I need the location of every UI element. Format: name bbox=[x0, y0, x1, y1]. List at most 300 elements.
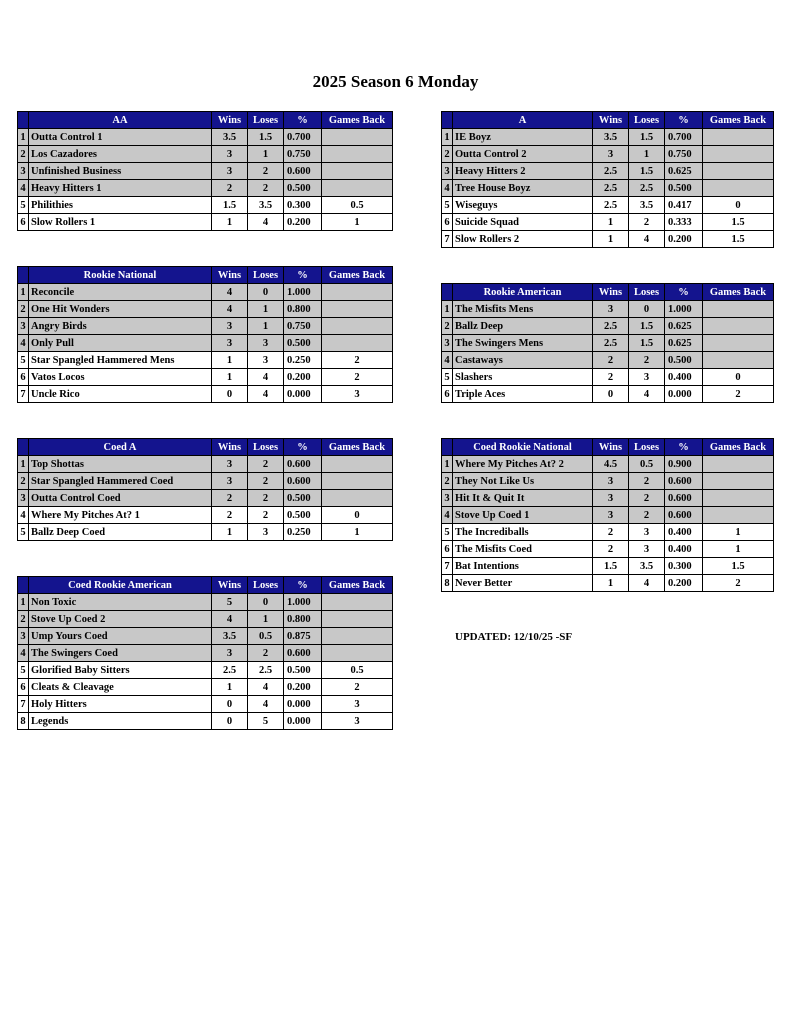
loses-cell: 2 bbox=[248, 456, 284, 473]
team-name: Triple Aces bbox=[453, 386, 593, 403]
loses-cell: 1 bbox=[248, 611, 284, 628]
updated-note: UPDATED: 12/10/25 -SF bbox=[455, 631, 573, 643]
loses-cell: 3 bbox=[629, 369, 665, 386]
team-name: Outta Control 1 bbox=[29, 129, 212, 146]
standings-table-coed-rookie-national bbox=[441, 438, 774, 592]
loses-cell: 2.5 bbox=[629, 180, 665, 197]
team-name: Slow Rollers 2 bbox=[453, 231, 593, 248]
wins-cell: 2 bbox=[593, 352, 629, 369]
loses-cell: 2 bbox=[629, 490, 665, 507]
games-back-cell bbox=[703, 129, 774, 146]
team-name: Tree House Boyz bbox=[453, 180, 593, 197]
wins-header: Wins bbox=[212, 577, 248, 594]
pct-cell: 0.200 bbox=[284, 679, 322, 696]
table-row bbox=[18, 180, 393, 197]
table-row bbox=[18, 594, 393, 611]
team-name: Where My Pitches At? 2 bbox=[453, 456, 593, 473]
rank-cell: 2 bbox=[18, 301, 29, 318]
rank-cell: 4 bbox=[442, 507, 453, 524]
games-back-cell: 1 bbox=[322, 214, 393, 231]
loses-cell: 2 bbox=[248, 163, 284, 180]
loses-cell: 5 bbox=[248, 713, 284, 730]
pct-cell: 0.500 bbox=[284, 507, 322, 524]
pct-cell: 0.250 bbox=[284, 352, 322, 369]
table-row bbox=[442, 180, 774, 197]
games-back-cell: 3 bbox=[322, 386, 393, 403]
wins-cell: 3.5 bbox=[593, 129, 629, 146]
wins-cell: 0 bbox=[212, 713, 248, 730]
games-back-cell bbox=[703, 507, 774, 524]
loses-cell: 4 bbox=[248, 214, 284, 231]
table-row bbox=[442, 335, 774, 352]
table-row bbox=[442, 214, 774, 231]
rank-cell: 7 bbox=[18, 696, 29, 713]
loses-cell: 4 bbox=[629, 231, 665, 248]
wins-cell: 3 bbox=[593, 146, 629, 163]
wins-cell: 2 bbox=[593, 524, 629, 541]
loses-cell: 3 bbox=[248, 335, 284, 352]
team-name: One Hit Wonders bbox=[29, 301, 212, 318]
wins-cell: 5 bbox=[212, 594, 248, 611]
loses-cell: 1.5 bbox=[629, 163, 665, 180]
loses-cell: 2 bbox=[248, 645, 284, 662]
rank-header bbox=[18, 112, 29, 129]
table-row bbox=[18, 146, 393, 163]
table-row bbox=[442, 490, 774, 507]
wins-cell: 3 bbox=[212, 318, 248, 335]
loses-cell: 1 bbox=[248, 301, 284, 318]
games-back-cell bbox=[703, 163, 774, 180]
loses-cell: 4 bbox=[248, 386, 284, 403]
loses-header: Loses bbox=[248, 439, 284, 456]
loses-cell: 3.5 bbox=[629, 558, 665, 575]
pct-cell: 0.500 bbox=[284, 180, 322, 197]
pct-cell: 0.200 bbox=[284, 214, 322, 231]
loses-cell: 3.5 bbox=[629, 197, 665, 214]
rank-cell: 6 bbox=[442, 541, 453, 558]
team-name: Outta Control Coed bbox=[29, 490, 212, 507]
table-row bbox=[18, 318, 393, 335]
pct-cell: 0.400 bbox=[665, 541, 703, 558]
loses-header: Loses bbox=[248, 112, 284, 129]
wins-cell: 1 bbox=[593, 575, 629, 592]
table-row bbox=[18, 713, 393, 730]
games-back-cell bbox=[322, 490, 393, 507]
rank-cell: 4 bbox=[18, 507, 29, 524]
rank-cell: 1 bbox=[442, 456, 453, 473]
loses-cell: 0.5 bbox=[629, 456, 665, 473]
table-row bbox=[442, 197, 774, 214]
games-back-header: Games Back bbox=[322, 439, 393, 456]
rank-cell: 3 bbox=[18, 628, 29, 645]
pct-cell: 0.600 bbox=[284, 456, 322, 473]
loses-cell: 2 bbox=[629, 473, 665, 490]
table-row bbox=[18, 662, 393, 679]
table-row bbox=[18, 129, 393, 146]
pct-cell: 0.625 bbox=[665, 335, 703, 352]
rank-cell: 6 bbox=[18, 679, 29, 696]
loses-cell: 4 bbox=[629, 575, 665, 592]
games-back-cell bbox=[322, 611, 393, 628]
pct-cell: 0.500 bbox=[284, 662, 322, 679]
loses-cell: 3 bbox=[629, 524, 665, 541]
table-row bbox=[18, 473, 393, 490]
games-back-cell: 2 bbox=[322, 352, 393, 369]
pct-cell: 0.875 bbox=[284, 628, 322, 645]
wins-cell: 1 bbox=[212, 214, 248, 231]
games-back-cell bbox=[322, 645, 393, 662]
team-name: Never Better bbox=[453, 575, 593, 592]
team-name: Unfinished Business bbox=[29, 163, 212, 180]
games-back-header: Games Back bbox=[703, 284, 774, 301]
loses-cell: 2.5 bbox=[248, 662, 284, 679]
loses-cell: 3 bbox=[248, 524, 284, 541]
team-name: Legends bbox=[29, 713, 212, 730]
games-back-cell bbox=[322, 456, 393, 473]
wins-cell: 0 bbox=[212, 386, 248, 403]
loses-cell: 3 bbox=[629, 541, 665, 558]
wins-cell: 3.5 bbox=[212, 129, 248, 146]
wins-cell: 1 bbox=[593, 214, 629, 231]
wins-cell: 1.5 bbox=[593, 558, 629, 575]
team-name: Only Pull bbox=[29, 335, 212, 352]
rank-header bbox=[18, 577, 29, 594]
rank-cell: 6 bbox=[18, 214, 29, 231]
team-name: Heavy Hitters 2 bbox=[453, 163, 593, 180]
wins-cell: 4 bbox=[212, 301, 248, 318]
loses-cell: 2 bbox=[248, 490, 284, 507]
pct-cell: 0.200 bbox=[665, 575, 703, 592]
pct-cell: 0.750 bbox=[284, 146, 322, 163]
pct-header: % bbox=[665, 284, 703, 301]
pct-cell: 0.900 bbox=[665, 456, 703, 473]
pct-header: % bbox=[665, 439, 703, 456]
wins-cell: 1 bbox=[212, 679, 248, 696]
wins-header: Wins bbox=[212, 267, 248, 284]
table-row bbox=[442, 352, 774, 369]
games-back-cell bbox=[703, 301, 774, 318]
wins-cell: 4 bbox=[212, 611, 248, 628]
pct-header: % bbox=[284, 267, 322, 284]
team-name: Cleats & Cleavage bbox=[29, 679, 212, 696]
standings-table-coed-rookie-american bbox=[17, 576, 393, 730]
pct-cell: 1.000 bbox=[284, 284, 322, 301]
loses-cell: 4 bbox=[248, 696, 284, 713]
table-row bbox=[18, 197, 393, 214]
loses-cell: 0 bbox=[629, 301, 665, 318]
games-back-cell: 2 bbox=[703, 386, 774, 403]
loses-header: Loses bbox=[248, 577, 284, 594]
rank-cell: 4 bbox=[18, 180, 29, 197]
games-back-cell bbox=[322, 180, 393, 197]
wins-cell: 2 bbox=[593, 369, 629, 386]
standings-table-rookie-national bbox=[17, 266, 393, 403]
rank-cell: 2 bbox=[442, 146, 453, 163]
pct-cell: 0.600 bbox=[665, 507, 703, 524]
division-name: A bbox=[453, 112, 593, 129]
table-row bbox=[18, 679, 393, 696]
wins-cell: 2.5 bbox=[593, 197, 629, 214]
wins-cell: 3 bbox=[212, 645, 248, 662]
rank-header bbox=[18, 439, 29, 456]
games-back-cell bbox=[322, 301, 393, 318]
wins-cell: 0 bbox=[593, 386, 629, 403]
loses-cell: 2 bbox=[248, 473, 284, 490]
team-name: The Swingers Mens bbox=[453, 335, 593, 352]
team-name: Outta Control 2 bbox=[453, 146, 593, 163]
pct-cell: 0.500 bbox=[665, 352, 703, 369]
wins-cell: 1 bbox=[212, 352, 248, 369]
games-back-cell: 2 bbox=[703, 575, 774, 592]
rank-cell: 5 bbox=[18, 197, 29, 214]
table-row bbox=[18, 696, 393, 713]
games-back-cell bbox=[703, 318, 774, 335]
pct-cell: 0.500 bbox=[665, 180, 703, 197]
wins-cell: 3 bbox=[212, 163, 248, 180]
pct-cell: 0.200 bbox=[665, 231, 703, 248]
rank-cell: 2 bbox=[18, 611, 29, 628]
team-name: Hit It & Quit It bbox=[453, 490, 593, 507]
rank-cell: 7 bbox=[18, 386, 29, 403]
table-row bbox=[18, 335, 393, 352]
games-back-cell: 3 bbox=[322, 713, 393, 730]
team-name: Angry Birds bbox=[29, 318, 212, 335]
rank-cell: 2 bbox=[18, 146, 29, 163]
team-name: Where My Pitches At? 1 bbox=[29, 507, 212, 524]
games-back-cell bbox=[322, 284, 393, 301]
pct-cell: 1.000 bbox=[665, 301, 703, 318]
team-name: Los Cazadores bbox=[29, 146, 212, 163]
table-row bbox=[442, 231, 774, 248]
rank-cell: 4 bbox=[442, 180, 453, 197]
pct-cell: 0.417 bbox=[665, 197, 703, 214]
page-title: 2025 Season 6 Monday bbox=[312, 72, 479, 91]
loses-cell: 1 bbox=[248, 146, 284, 163]
loses-cell: 2 bbox=[629, 352, 665, 369]
pct-header: % bbox=[284, 112, 322, 129]
pct-header: % bbox=[284, 439, 322, 456]
loses-header: Loses bbox=[629, 284, 665, 301]
pct-cell: 0.700 bbox=[284, 129, 322, 146]
pct-cell: 0.000 bbox=[284, 713, 322, 730]
team-name: They Not Like Us bbox=[453, 473, 593, 490]
loses-header: Loses bbox=[629, 439, 665, 456]
table-row bbox=[442, 507, 774, 524]
games-back-cell: 2 bbox=[322, 679, 393, 696]
pct-cell: 0.600 bbox=[284, 645, 322, 662]
table-row bbox=[18, 386, 393, 403]
games-back-cell bbox=[322, 473, 393, 490]
rank-cell: 4 bbox=[18, 645, 29, 662]
team-name: Ballz Deep Coed bbox=[29, 524, 212, 541]
games-back-cell: 0 bbox=[703, 197, 774, 214]
games-back-cell: 1.5 bbox=[703, 214, 774, 231]
rank-cell: 1 bbox=[18, 456, 29, 473]
team-name: The Incrediballs bbox=[453, 524, 593, 541]
loses-cell: 0 bbox=[248, 284, 284, 301]
games-back-header: Games Back bbox=[322, 577, 393, 594]
pct-cell: 0.750 bbox=[284, 318, 322, 335]
games-back-header: Games Back bbox=[703, 439, 774, 456]
games-back-cell: 3 bbox=[322, 696, 393, 713]
table-row bbox=[18, 490, 393, 507]
pct-cell: 0.625 bbox=[665, 163, 703, 180]
pct-cell: 0.600 bbox=[284, 163, 322, 180]
table-row bbox=[18, 301, 393, 318]
games-back-cell: 1 bbox=[703, 541, 774, 558]
table-row bbox=[442, 558, 774, 575]
wins-cell: 1 bbox=[593, 231, 629, 248]
rank-cell: 5 bbox=[442, 524, 453, 541]
table-row bbox=[442, 456, 774, 473]
standings-table-rookie-american bbox=[441, 283, 774, 403]
rank-cell: 7 bbox=[442, 558, 453, 575]
loses-cell: 3.5 bbox=[248, 197, 284, 214]
team-name: Star Spangled Hammered Mens bbox=[29, 352, 212, 369]
pct-cell: 0.800 bbox=[284, 301, 322, 318]
rank-cell: 3 bbox=[18, 490, 29, 507]
pct-cell: 0.400 bbox=[665, 369, 703, 386]
rank-cell: 6 bbox=[18, 369, 29, 386]
team-name: Heavy Hitters 1 bbox=[29, 180, 212, 197]
table-row bbox=[442, 575, 774, 592]
wins-header: Wins bbox=[593, 112, 629, 129]
team-name: Bat Intentions bbox=[453, 558, 593, 575]
pct-cell: 0.500 bbox=[284, 335, 322, 352]
division-name: Coed Rookie National bbox=[453, 439, 593, 456]
team-name: Glorified Baby Sitters bbox=[29, 662, 212, 679]
wins-cell: 2 bbox=[212, 490, 248, 507]
pct-cell: 0.700 bbox=[665, 129, 703, 146]
team-name: Philithies bbox=[29, 197, 212, 214]
pct-cell: 0.000 bbox=[284, 386, 322, 403]
wins-cell: 3 bbox=[212, 473, 248, 490]
team-name: The Misfits Mens bbox=[453, 301, 593, 318]
wins-cell: 3.5 bbox=[212, 628, 248, 645]
games-back-cell: 0.5 bbox=[322, 662, 393, 679]
division-name: Coed A bbox=[29, 439, 212, 456]
loses-cell: 4 bbox=[248, 369, 284, 386]
rank-cell: 4 bbox=[442, 352, 453, 369]
standings-table-aa bbox=[17, 111, 393, 231]
rank-cell: 3 bbox=[442, 163, 453, 180]
games-back-cell bbox=[322, 628, 393, 645]
loses-header: Loses bbox=[248, 267, 284, 284]
pct-cell: 0.600 bbox=[665, 490, 703, 507]
wins-cell: 2.5 bbox=[212, 662, 248, 679]
games-back-cell bbox=[703, 180, 774, 197]
loses-cell: 1 bbox=[629, 146, 665, 163]
rank-cell: 7 bbox=[442, 231, 453, 248]
table-row bbox=[442, 129, 774, 146]
wins-cell: 2 bbox=[212, 507, 248, 524]
rank-cell: 5 bbox=[18, 352, 29, 369]
loses-cell: 0 bbox=[248, 594, 284, 611]
loses-cell: 4 bbox=[629, 386, 665, 403]
team-name: IE Boyz bbox=[453, 129, 593, 146]
table-row bbox=[442, 301, 774, 318]
wins-cell: 2.5 bbox=[593, 318, 629, 335]
rank-cell: 8 bbox=[442, 575, 453, 592]
pct-cell: 0.200 bbox=[284, 369, 322, 386]
rank-cell: 2 bbox=[442, 318, 453, 335]
team-name: Reconcile bbox=[29, 284, 212, 301]
pct-cell: 0.000 bbox=[665, 386, 703, 403]
games-back-cell: 2 bbox=[322, 369, 393, 386]
wins-cell: 3 bbox=[593, 473, 629, 490]
table-row bbox=[18, 369, 393, 386]
games-back-cell bbox=[703, 456, 774, 473]
table-row bbox=[18, 645, 393, 662]
team-name: Stove Up Coed 1 bbox=[453, 507, 593, 524]
rank-cell: 3 bbox=[18, 163, 29, 180]
wins-cell: 3 bbox=[593, 301, 629, 318]
wins-cell: 1 bbox=[212, 369, 248, 386]
standings-table-coed-a bbox=[17, 438, 393, 541]
games-back-cell bbox=[703, 473, 774, 490]
wins-header: Wins bbox=[593, 439, 629, 456]
team-name: Top Shottas bbox=[29, 456, 212, 473]
rank-cell: 3 bbox=[18, 318, 29, 335]
team-name: Slow Rollers 1 bbox=[29, 214, 212, 231]
team-name: Suicide Squad bbox=[453, 214, 593, 231]
pct-cell: 0.600 bbox=[284, 473, 322, 490]
wins-cell: 2.5 bbox=[593, 163, 629, 180]
rank-cell: 5 bbox=[442, 369, 453, 386]
rank-cell: 8 bbox=[18, 713, 29, 730]
games-back-cell bbox=[703, 335, 774, 352]
rank-header bbox=[18, 267, 29, 284]
games-back-header: Games Back bbox=[703, 112, 774, 129]
rank-cell: 2 bbox=[442, 473, 453, 490]
table-row bbox=[18, 352, 393, 369]
games-back-cell: 1.5 bbox=[703, 231, 774, 248]
loses-cell: 2 bbox=[629, 214, 665, 231]
games-back-cell bbox=[322, 163, 393, 180]
team-name: Stove Up Coed 2 bbox=[29, 611, 212, 628]
loses-cell: 2 bbox=[248, 507, 284, 524]
team-name: Vatos Locos bbox=[29, 369, 212, 386]
games-back-cell bbox=[703, 352, 774, 369]
table-row bbox=[18, 507, 393, 524]
loses-cell: 2 bbox=[629, 507, 665, 524]
rank-cell: 6 bbox=[442, 386, 453, 403]
pct-header: % bbox=[665, 112, 703, 129]
loses-cell: 1.5 bbox=[629, 129, 665, 146]
pct-cell: 0.750 bbox=[665, 146, 703, 163]
rank-cell: 5 bbox=[442, 197, 453, 214]
wins-cell: 3 bbox=[212, 456, 248, 473]
wins-cell: 1 bbox=[212, 524, 248, 541]
rank-header bbox=[442, 112, 453, 129]
table-row bbox=[442, 386, 774, 403]
team-name: Uncle Rico bbox=[29, 386, 212, 403]
pct-cell: 0.300 bbox=[284, 197, 322, 214]
table-row bbox=[442, 541, 774, 558]
wins-cell: 2.5 bbox=[593, 335, 629, 352]
pct-cell: 0.000 bbox=[284, 696, 322, 713]
pct-cell: 0.500 bbox=[284, 490, 322, 507]
loses-cell: 3 bbox=[248, 352, 284, 369]
team-name: Star Spangled Hammered Coed bbox=[29, 473, 212, 490]
pct-cell: 0.800 bbox=[284, 611, 322, 628]
loses-cell: 1.5 bbox=[629, 318, 665, 335]
team-name: The Misfits Coed bbox=[453, 541, 593, 558]
rank-cell: 3 bbox=[442, 335, 453, 352]
division-name: Rookie American bbox=[453, 284, 593, 301]
pct-cell: 0.625 bbox=[665, 318, 703, 335]
games-back-cell: 0.5 bbox=[322, 197, 393, 214]
